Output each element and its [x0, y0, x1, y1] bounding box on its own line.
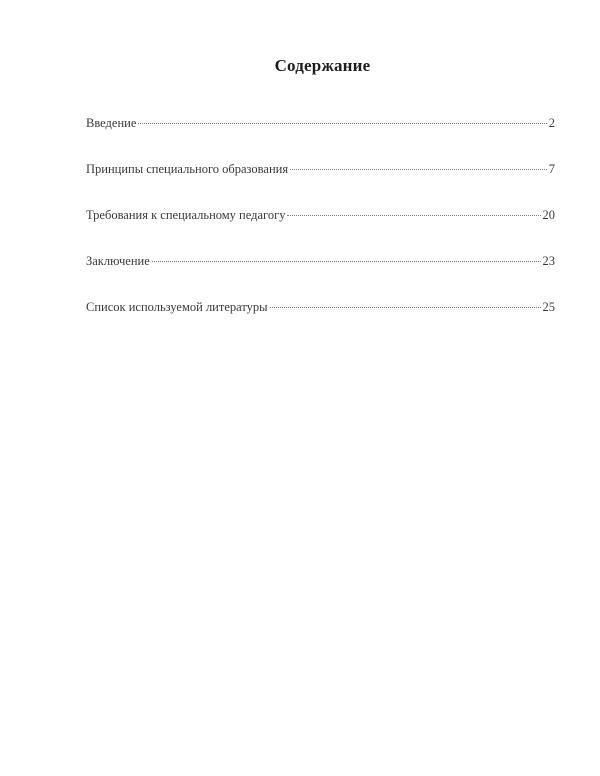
toc-entry-requirements: [86, 208, 555, 254]
dot-leader: [138, 123, 546, 124]
toc-entry-principles: [86, 162, 555, 208]
dot-leader: [287, 215, 540, 216]
toc-entry-label: Список используемой литературы: [86, 300, 268, 314]
dot-leader: [152, 261, 541, 262]
toc-entry-label: Введение: [86, 116, 137, 130]
dot-leader: [270, 307, 541, 308]
toc-entry-page-number: 2: [548, 116, 555, 130]
toc-entry-page-number: 25: [542, 300, 555, 314]
toc-entry-page-number: 23: [542, 254, 555, 268]
dot-leader: [290, 169, 547, 170]
toc-title: Содержание: [274, 56, 371, 75]
toc-entry-page-number: 20: [542, 208, 555, 222]
toc-entry-label: Требования к специальному педагогу: [86, 208, 286, 222]
toc-entry-introduction: [86, 116, 555, 162]
toc-entry-bibliography: [86, 300, 555, 346]
toc-entry-label: Заключение: [86, 254, 150, 268]
toc-entry-page-number: 7: [548, 162, 555, 176]
toc-entry-label: Принципы специального образования: [86, 162, 289, 176]
toc-entry-conclusion: [86, 254, 555, 300]
table-of-contents: [86, 116, 555, 346]
